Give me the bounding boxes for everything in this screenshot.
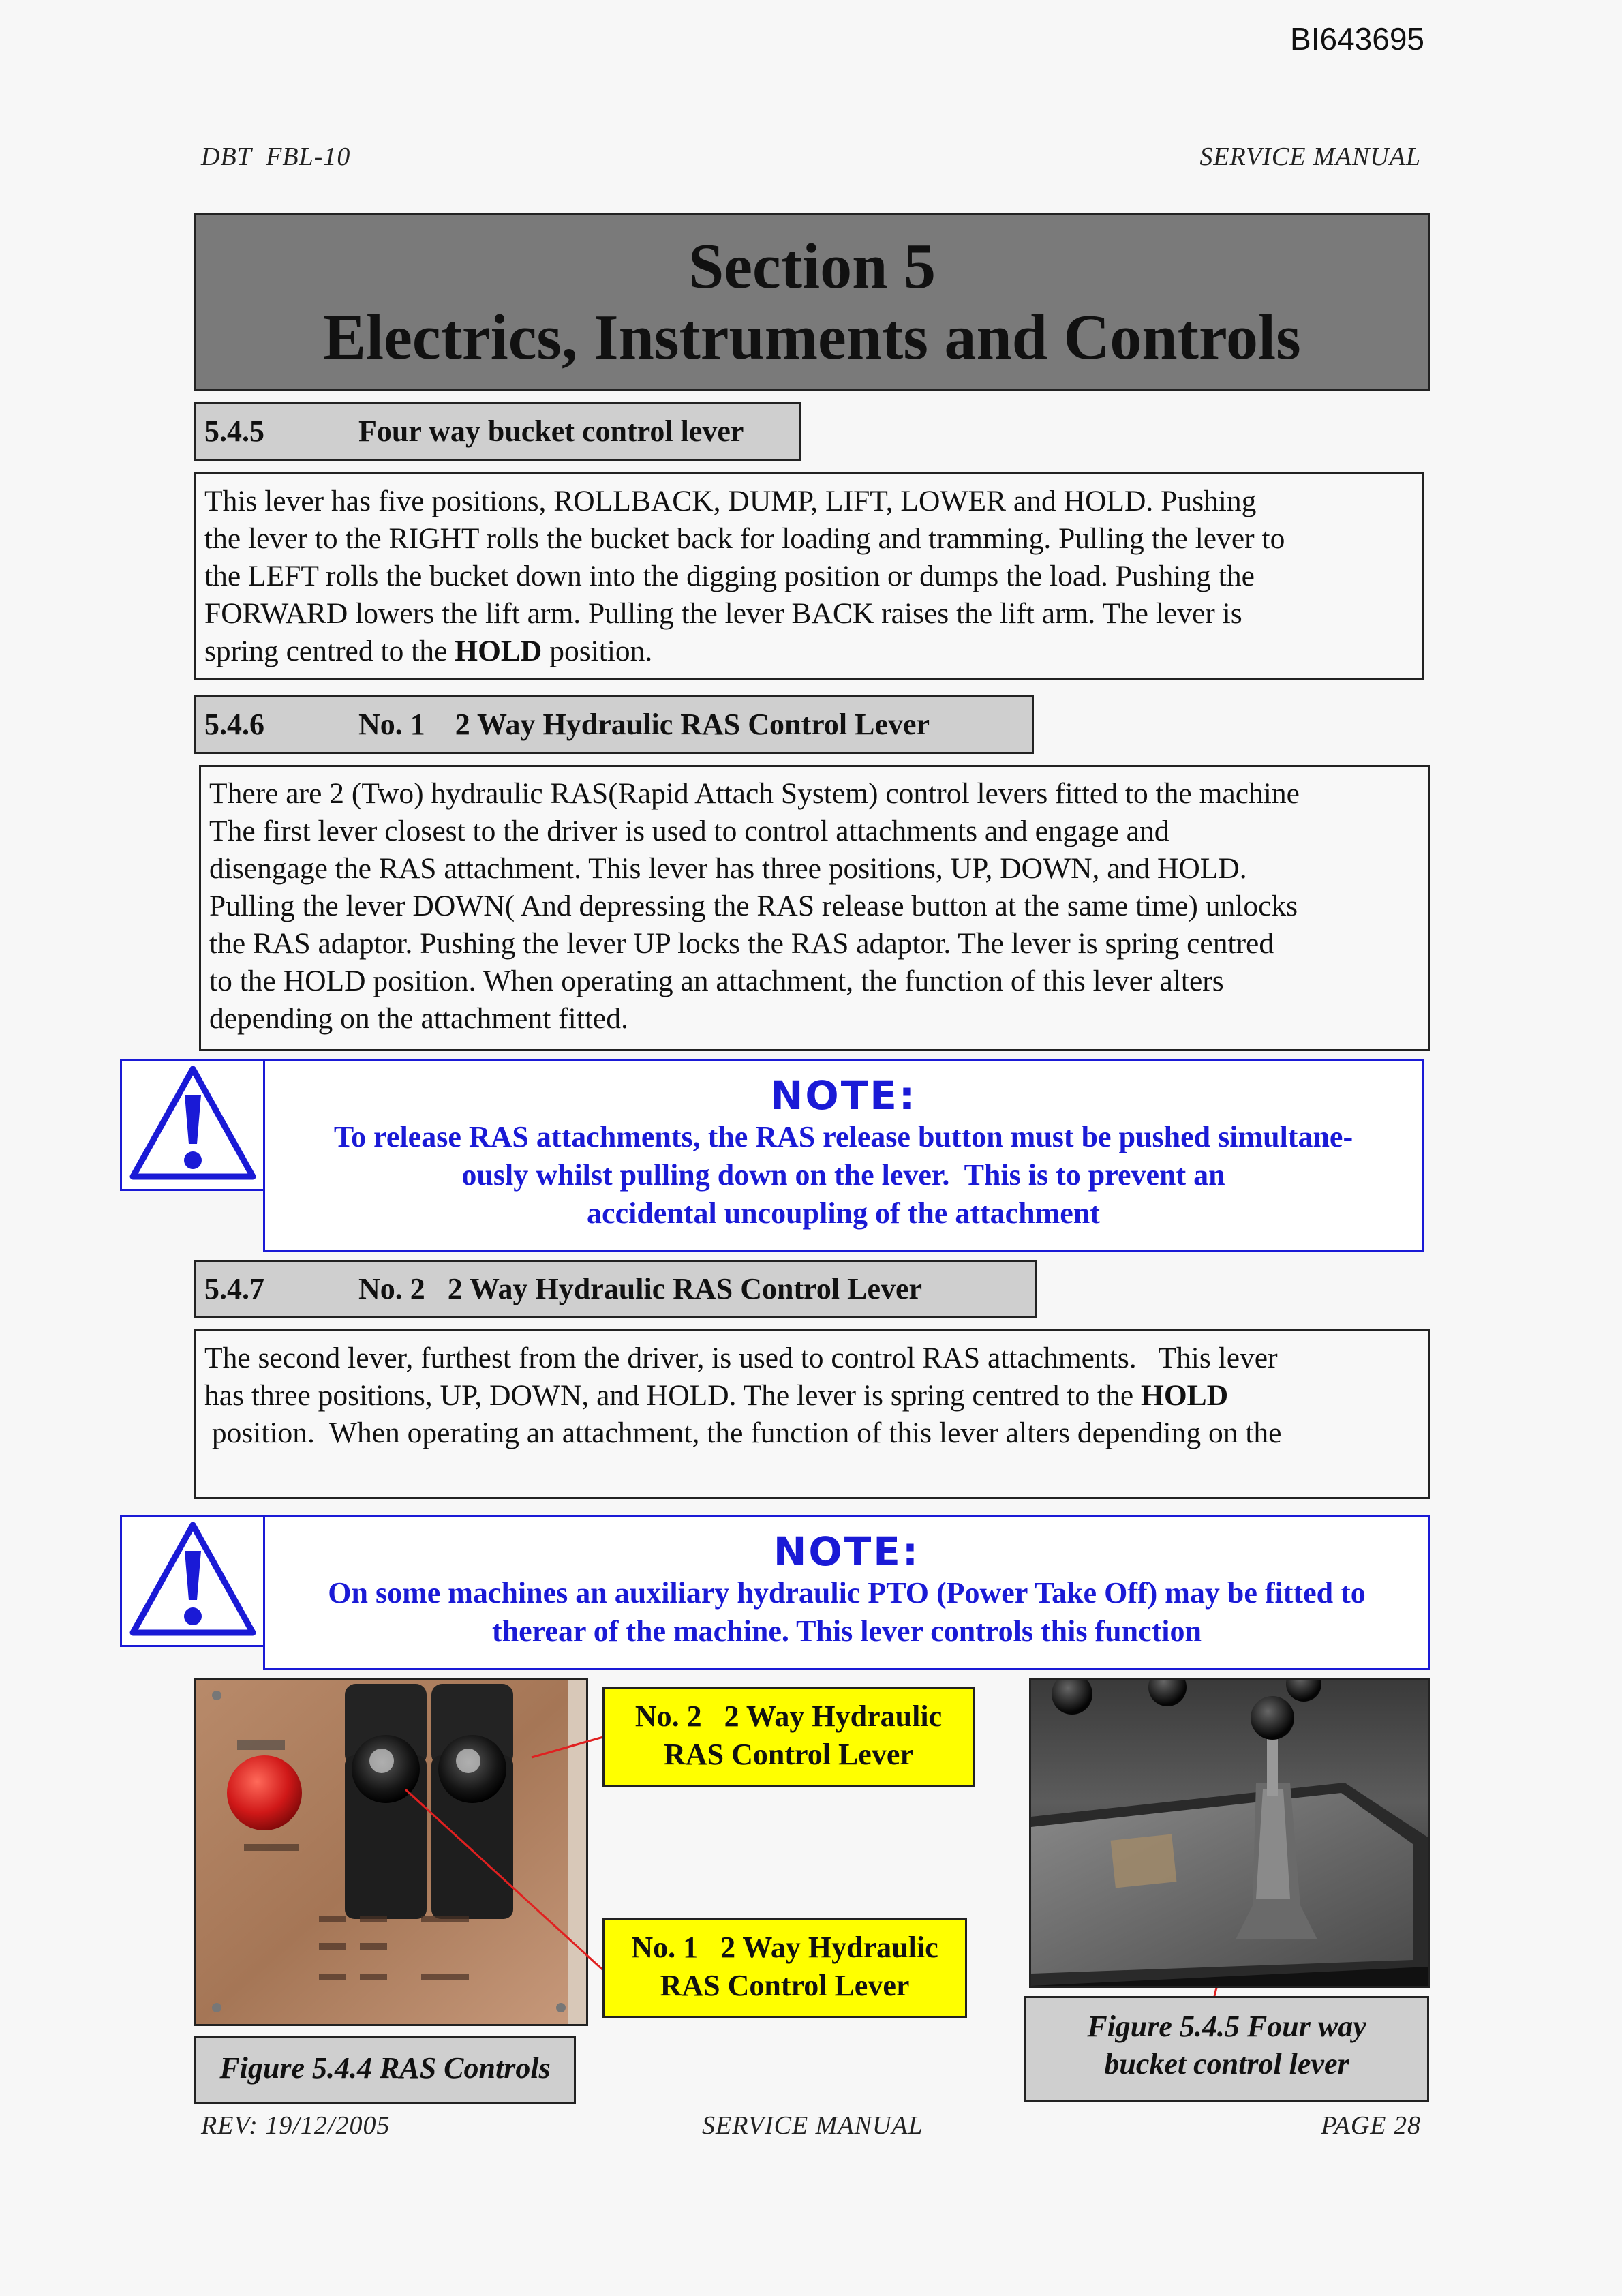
section-heading-546 [194,695,1034,754]
section-number: 5.4.6 [204,708,264,741]
section-body-545 [194,472,1424,680]
header-manual: SERVICE MANUAL [1199,142,1421,171]
document-id: BI643695 [1290,21,1424,57]
body-line: depending on the attachment fitted. [209,1002,628,1035]
note-line: On some machines an auxiliary hydraulic PTO (Power Take Off) may be fitted to [328,1576,1366,1610]
caption-line: Figure 5.4.5 Four way [1087,2010,1366,2043]
caption-line: bucket control lever [1104,2047,1349,2081]
section-title: Four way bucket control lever [358,414,744,448]
body-line: This lever has five positions, ROLLBACK, DUMP, LIFT, LOWER and HOLD. Pushing [204,485,1257,517]
note-line: accidental uncoupling of the attachment [587,1196,1100,1230]
body-bold-text: HOLD [1141,1379,1229,1412]
section-number: 5.4.5 [204,414,264,448]
body-bold-text: HOLD [455,635,542,667]
callout-line: RAS Control Lever [660,1969,910,2002]
footer-revision: REV: 19/12/2005 [201,2111,391,2140]
body-line: disengage the RAS attachment. This lever has three positions, UP, DOWN, and HOLD. [209,852,1247,885]
body-line: the RAS adaptor. Pushing the lever UP locks the RAS adaptor. The lever is spring centred [209,927,1274,960]
body-line [204,633,1414,670]
note-line: To release RAS attachments, the RAS release button must be pushed simultane- [333,1120,1353,1153]
note-line: ously whilst pulling down on the lever. This is to prevent an [461,1158,1225,1192]
section-heading-545 [194,402,801,461]
banner-section-title: Electrics, Instruments and Controls [323,302,1301,373]
body-line: to the HOLD position. When operating an attachment, the function of this lever alters [209,965,1224,997]
ras-control-panel-image [196,1680,586,2024]
callout-line: No. 1 2 Way Hydraulic [631,1931,938,1964]
section-title: No. 1 2 Way Hydraulic RAS Control Lever [358,708,930,741]
banner-section-number: Section 5 [688,231,936,302]
note-box-auxiliary-pto [263,1515,1430,1670]
figure-caption-544: Figure 5.4.4 RAS Controls [194,2036,576,2104]
section-title: No. 2 2 Way Hydraulic RAS Control Lever [358,1272,923,1305]
callout-no2-lever [602,1687,975,1787]
callout-line: RAS Control Lever [664,1738,913,1771]
footer-manual: SERVICE MANUAL [702,2111,923,2140]
body-line: Pulling the lever DOWN( And depressing the RAS release button at the same time) unlocks [209,890,1298,922]
body-line: The first lever closest to the driver is used to control attachments and engage and [209,815,1169,847]
note-title: NOTE: [769,1072,917,1119]
body-line [204,1377,1420,1415]
note-box-ras-release [263,1059,1424,1252]
figure-caption-545 [1024,1996,1429,2102]
ras-controls-photo [194,1678,588,2026]
body-line: FORWARD lowers the lift arm. Pulling the lever BACK raises the lift arm. The lever is [204,597,1242,630]
section-body-547 [194,1329,1430,1499]
warning-triangle-icon [122,1061,264,1189]
body-line: position. When operating an attachment, the function of this lever alters depending on the [204,1417,1282,1449]
section-banner [194,213,1430,391]
body-line: the LEFT rolls the bucket down into the digging position or dumps the load. Pushing the [204,560,1255,592]
body-line: There are 2 (Two) hydraulic RAS(Rapid Attach System) control levers fitted to the machine [209,777,1300,810]
bucket-lever-photo [1029,1678,1430,1988]
warning-icon-frame [120,1515,266,1647]
body-line: the lever to the RIGHT rolls the bucket back for loading and tramming. Pulling the lever to [204,522,1285,555]
body-text: has three positions, UP, DOWN, and HOLD. The lever is spring centred to the [204,1379,1142,1412]
bucket-joystick-image [1031,1680,1428,1986]
footer-page-number: PAGE 28 [1321,2111,1421,2140]
note-title: NOTE: [773,1528,921,1575]
header-model: DBT FBL-10 [201,142,351,171]
body-text: spring centred to the [204,635,455,667]
callout-line: No. 2 2 Way Hydraulic [634,1700,943,1733]
callout-no1-lever [602,1918,967,2018]
section-body-546 [199,765,1430,1051]
body-line: The second lever, furthest from the driver, is used to control RAS attachments. This lever [204,1342,1278,1374]
note-line: therear of the machine. This lever controls this function [492,1614,1202,1648]
section-number: 5.4.7 [204,1272,264,1305]
body-text: position. [542,635,653,667]
warning-icon-frame [120,1059,266,1191]
warning-triangle-icon [122,1517,264,1645]
section-heading-547 [194,1260,1037,1318]
